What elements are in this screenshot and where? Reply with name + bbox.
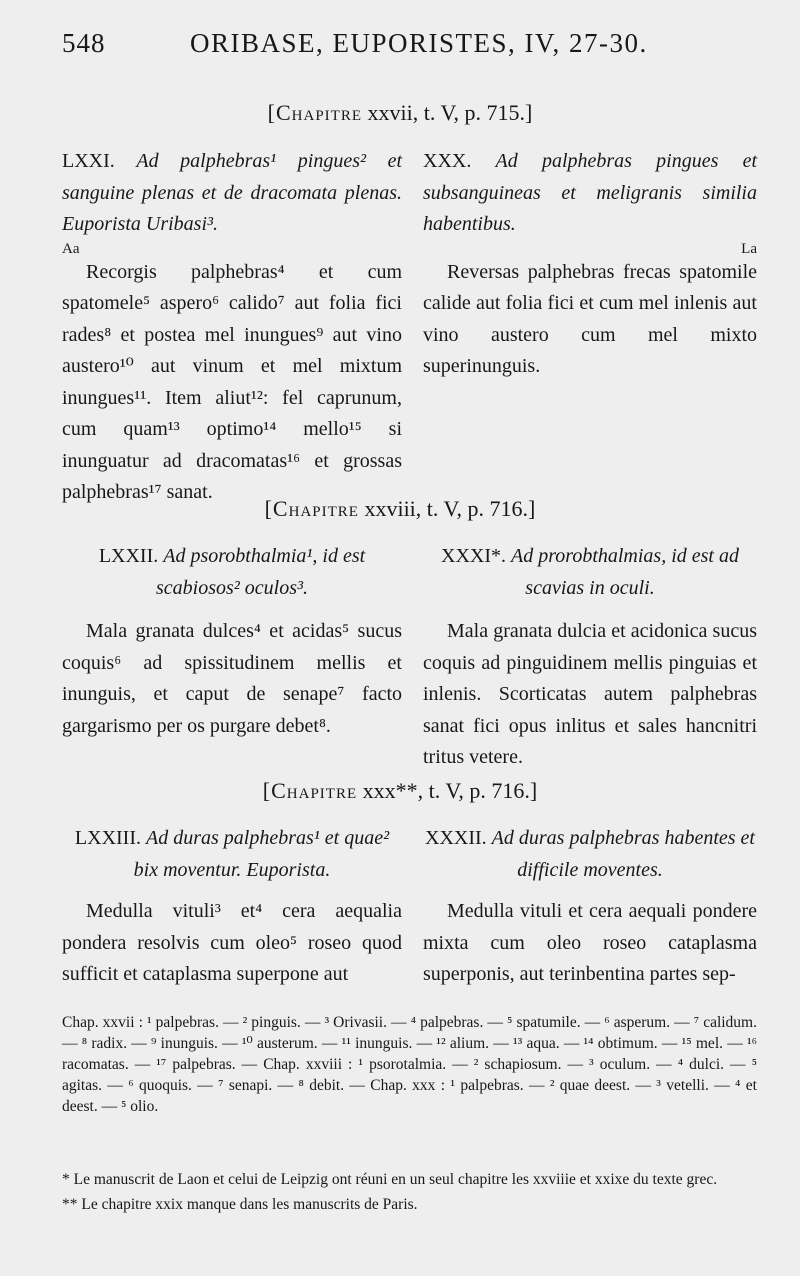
manuscript-siglum: La	[741, 240, 757, 257]
latin-column-right	[423, 541, 757, 774]
section-text: Reversas palphebras frecas spatomile calide aut folia fici et cum mel inlenis aut vino austero cum mel mixto superinunguis.	[423, 260, 757, 377]
section-title: Ad psorobthalmia¹, id est scabiosos² oculos³.	[156, 545, 366, 599]
section-text: Medulla vituli³ et⁴ cera aequalia pondera resolvis cum oleo⁵ roseo quod sufficit et cataplasma superpone aut	[62, 900, 402, 985]
section-text: Medulla vituli et cera aequali pondere mixta cum oleo roseo cataplasma superponis, aut terinbentina partes sep-	[423, 900, 757, 985]
chapter-heading	[0, 100, 800, 126]
section-number: LXXII.	[98, 545, 159, 567]
section-number: LXXI.	[62, 150, 115, 172]
latin-column-right	[423, 146, 757, 383]
latin-column-right	[423, 823, 757, 991]
section-title: Ad prorobthalmias, id est ad scavias in oculi.	[511, 545, 739, 599]
chapter-heading-label: [Chapitre	[264, 496, 359, 521]
chapter-heading-ref: xxviii, t. V, p. 716.]	[364, 496, 536, 521]
section-title: Ad duras palphebras habentes et difficile moventes.	[491, 827, 755, 881]
chapter-heading-label: [Chapitre	[262, 778, 358, 803]
footnote: * Le manuscrit de Laon et celui de Leipzig ont réuni en un seul chapitre les xxviiie et xxixe du texte grec.	[62, 1171, 718, 1188]
latin-column-left	[62, 541, 402, 742]
section-text: Mala granata dulcia et acidonica sucus coquis ad pinguidinem mellis pinguias et inlenis. Scorticatas autem palphebras sanat fici opus inlitus et sales hancnitri tritus vetere.	[423, 620, 757, 768]
chapter-heading	[0, 778, 800, 804]
section-number: XXX.	[423, 150, 472, 172]
chapter-heading-label: [Chapitre	[267, 100, 362, 125]
section-text: Mala granata dulces⁴ et acidas⁵ sucus coquis⁶ ad spissitudinem mellis et inunguis, et caput de senape⁷ facto gargarismo per os purgare debet⁸.	[62, 620, 402, 737]
page-number: 548	[62, 28, 106, 58]
chapter-heading-ref: xxvii, t. V, p. 715.]	[367, 100, 533, 125]
section-title: Ad palphebras¹ pingues² et sanguine plenas et de dracomata plenas. Euporista Uribasi³.	[62, 150, 402, 235]
manuscript-siglum: Aa	[62, 240, 80, 257]
footnote: ** Le chapitre xxix manque dans les manuscrits de Paris.	[62, 1196, 418, 1213]
chapter-heading	[0, 496, 800, 522]
footnotes	[62, 1168, 757, 1216]
section-number: LXXIII.	[74, 827, 141, 849]
section-text: Recorgis palphebras⁴ et cum spatomele⁵ aspero⁶ calido⁷ aut folia fici rades⁸ et postea mel inungues⁹ aut vino austero¹⁰ aut vinum et mel mixtum inungues¹¹. Item aliut¹²: fel caprunum, cum quam¹³ optimo¹⁴ mello¹⁵ si inunguatur ad dracomatas¹⁶ et grossas palphebras¹⁷ sanat.	[62, 260, 402, 503]
latin-column-left	[62, 146, 402, 509]
section-number: XXXII.	[425, 827, 487, 849]
section-title: Ad palphebras pingues et subsanguineas et meligranis similia habentibus.	[423, 150, 757, 235]
chapter-heading-ref: xxx**, t. V, p. 716.]	[362, 778, 538, 803]
latin-column-left	[62, 823, 402, 991]
section-number: XXXI*.	[441, 545, 507, 567]
running-title: ORIBASE, EUPORISTES, IV, 27-30.	[190, 28, 648, 58]
section-title: Ad duras palphebras¹ et quae² bix moventur. Euporista.	[133, 827, 390, 881]
variant-notes: Chap. xxvii : ¹ palpebras. — ² pinguis. — ³ Orivasii. — ⁴ palpebras. — ⁵ spatumile. — ⁶ asperum. — ⁷ calidum. — ⁸ radix. — ⁹ inunguis. — ¹⁰ austerum. — ¹¹ inunguis. — ¹² alium. — ¹³ aqua. — ¹⁴ obtimum. — ¹⁵ mel. — ¹⁶ racomatas. — ¹⁷ palpebras. — Chap. xxviii : ¹ psorotalmia. — ² schapiosum. — ³ oculum. — ⁴ dulci. — ⁵ agitas. — ⁶ quoquis. — ⁷ senapi. — ⁸ debit. — Chap. xxx : ¹ palpebras. — ² quae deest. — ³ vetelli. — ⁴ et deest. — ⁵ olio.	[62, 1014, 757, 1115]
